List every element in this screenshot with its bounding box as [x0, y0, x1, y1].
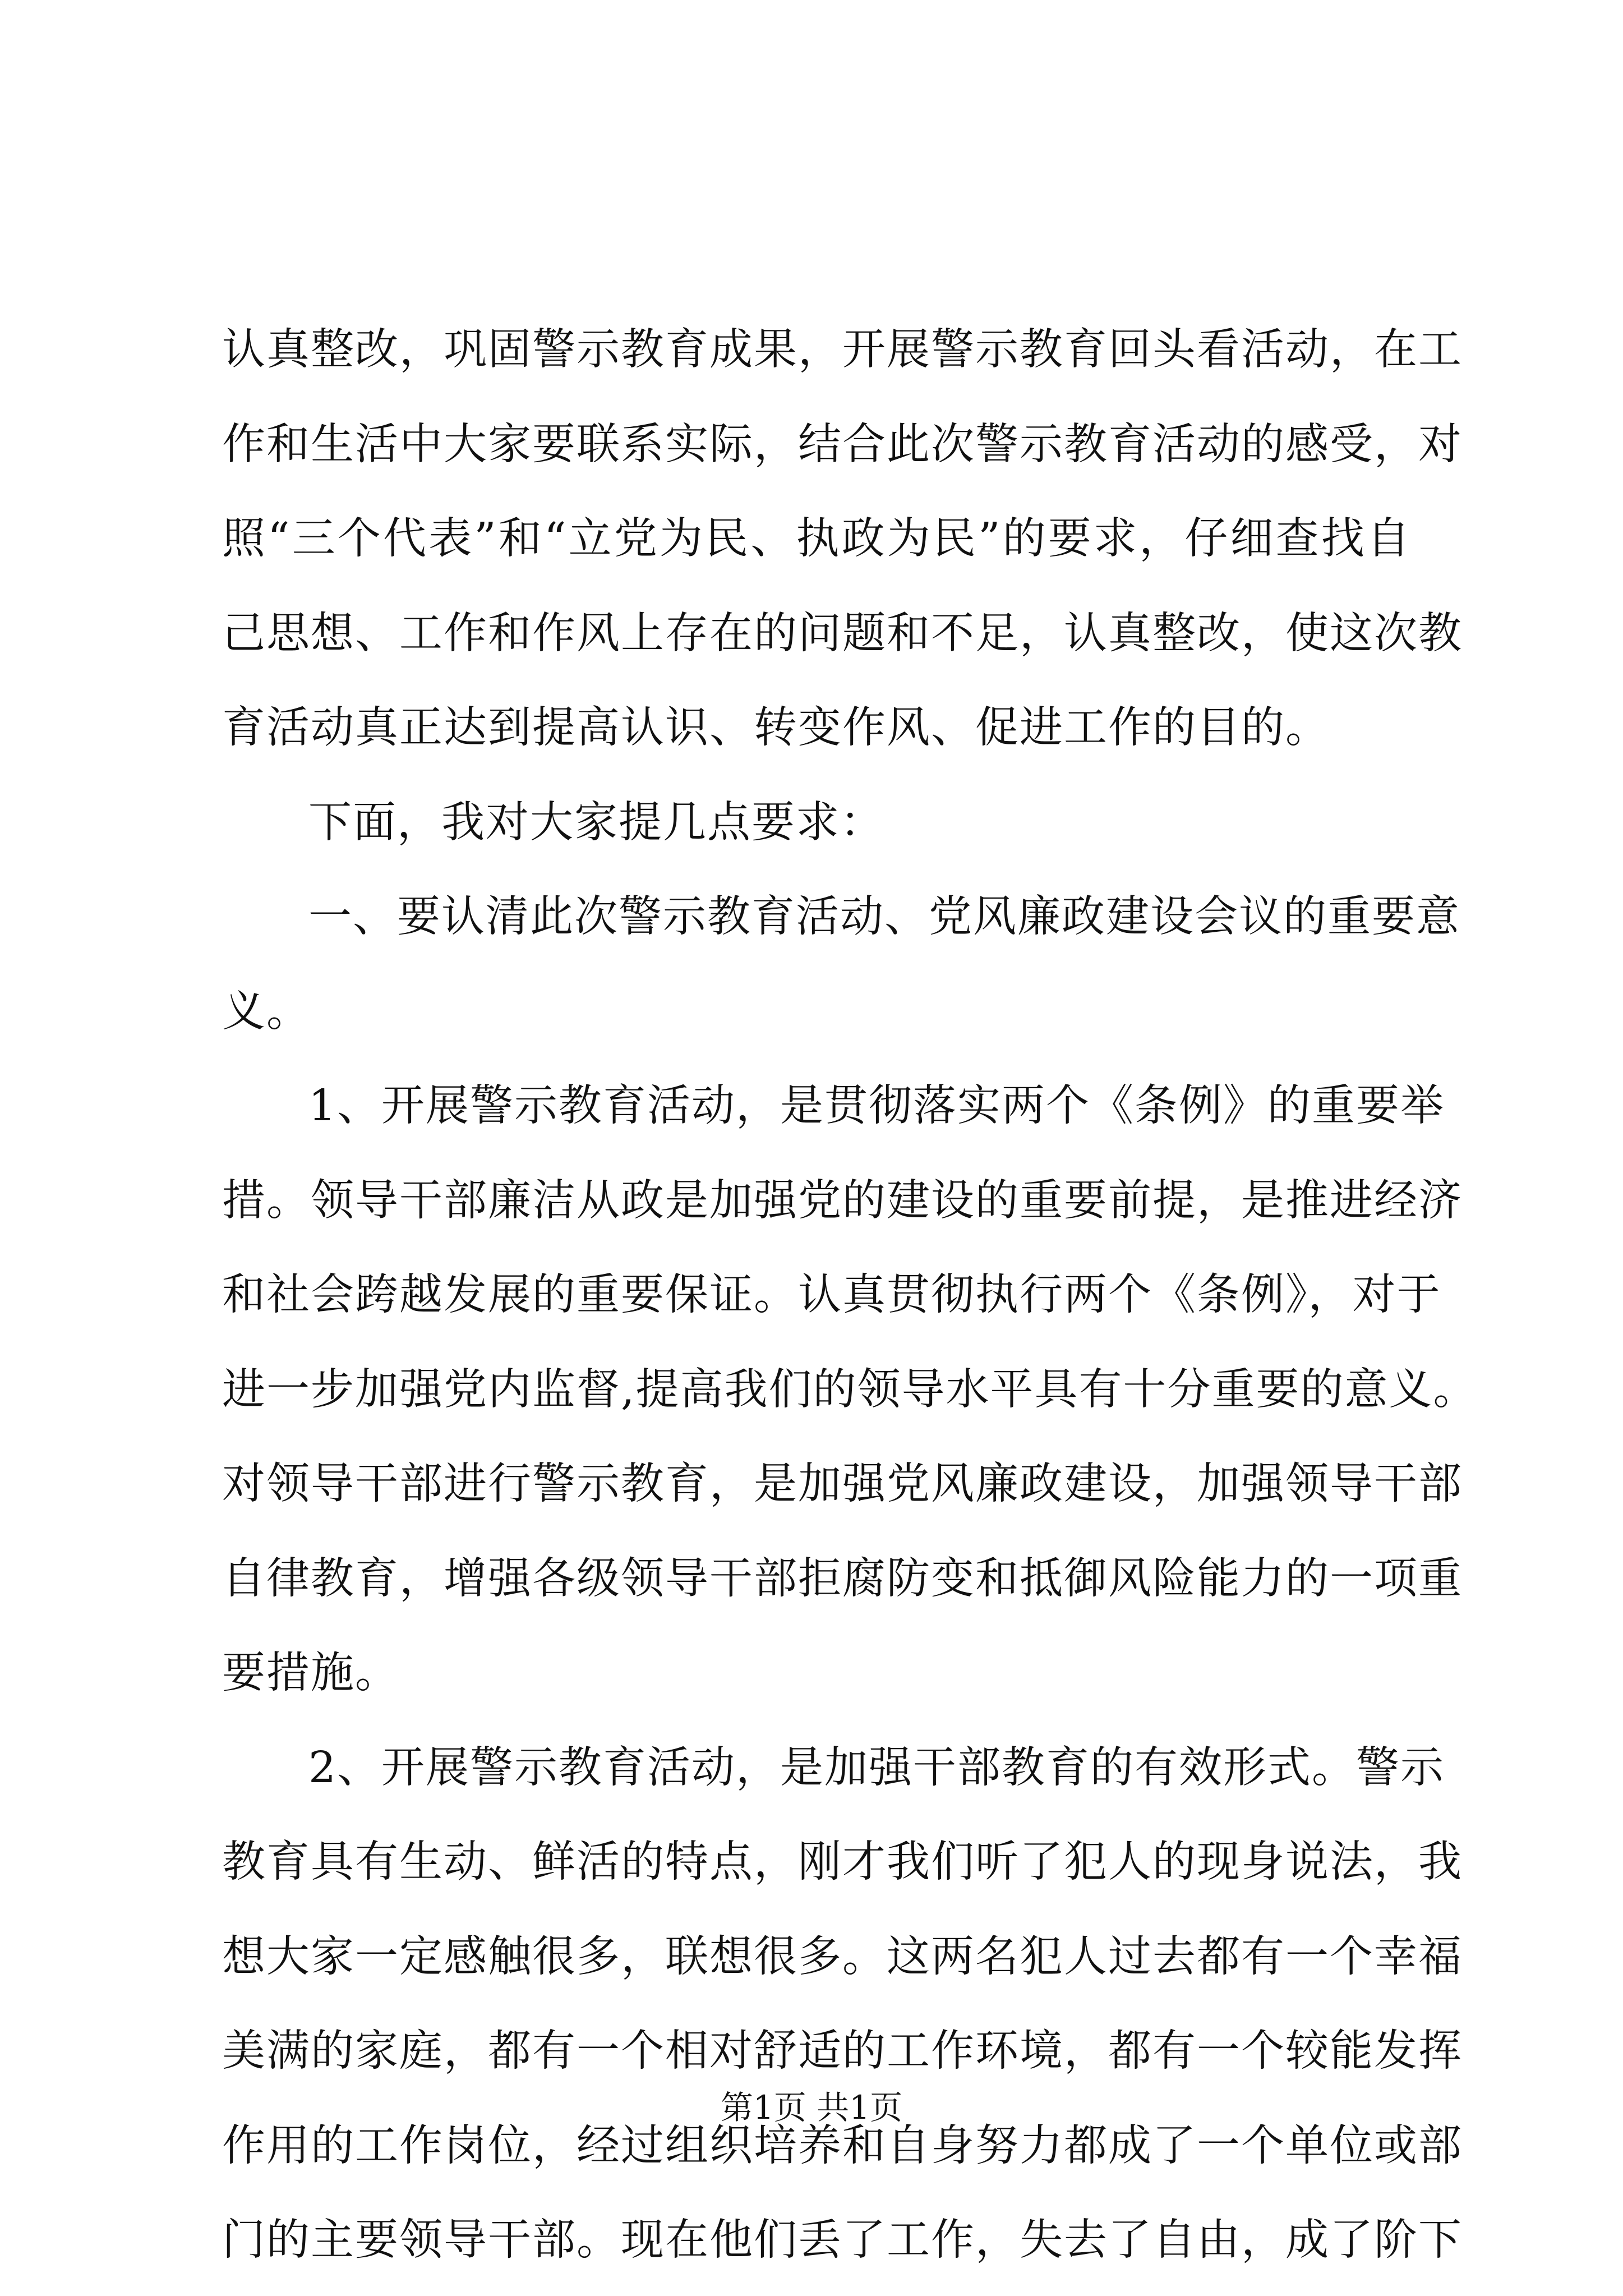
- text-line: 认真整改，巩固警示教育成果，开展警示教育回头看活动，在工: [222, 325, 1463, 375]
- text-line: 要措施。: [222, 1648, 399, 1698]
- document-body: [222, 303, 1478, 2288]
- text-line: 对领导干部进行警示教育，是加强党风廉政建设，加强领导干部: [222, 1459, 1463, 1509]
- text-line: 想大家一定感触很多，联想很多。这两名犯人过去都有一个幸福: [222, 1931, 1463, 1982]
- text-line: 下面，我对大家提几点要求：: [308, 797, 884, 848]
- text-line: 义。: [222, 986, 311, 1037]
- text-line: 己思想、工作和作风上存在的问题和不足，认真整改，使这次教: [222, 608, 1463, 659]
- text-line: 育活动真正达到提高认识、转变作风、促进工作的目的。: [222, 703, 1330, 753]
- text-line: 教育具有生动、鲜活的特点，刚才我们听了犯人的现身说法，我: [222, 1837, 1463, 1887]
- page-footer: 第1页 共1页: [720, 2088, 903, 2127]
- text-line: 作和生活中大家要联系实际，结合此次警示教育活动的感受，对: [222, 419, 1463, 470]
- text-line: 1、开展警示教育活动，是贯彻落实两个《条例》的重要举: [308, 1081, 1445, 1131]
- text-line: 门的主要领导干部。现在他们丢了工作，失去了自由，成了阶下: [222, 2215, 1463, 2265]
- text-line: 进一步加强党内监督,提高我们的领导水平具有十分重要的意义。: [222, 1364, 1478, 1415]
- text-line: 一、要认清此次警示教育活动、党风廉政建设会议的重要意: [308, 892, 1460, 942]
- text-line: 照“三个代表”和“立党为民、执政为民”的要求，仔细查找自: [222, 514, 1411, 564]
- text-line: 2、开展警示教育活动，是加强干部教育的有效形式。警示: [308, 1742, 1445, 1793]
- text-line: 措。领导干部廉洁从政是加强党的建设的重要前提，是推进经济: [222, 1175, 1463, 1226]
- text-line: 自律教育，增强各级领导干部拒腐防变和抵御风险能力的一项重: [222, 1553, 1463, 1604]
- text-line: 和社会跨越发展的重要保证。认真贯彻执行两个《条例》，对于: [222, 1270, 1441, 1320]
- text-line: 美满的家庭，都有一个相对舒适的工作环境，都有一个较能发挥: [222, 2026, 1463, 2076]
- text-line: 作用的工作岗位，经过组织培养和自身努力都成了一个单位或部: [222, 2120, 1463, 2171]
